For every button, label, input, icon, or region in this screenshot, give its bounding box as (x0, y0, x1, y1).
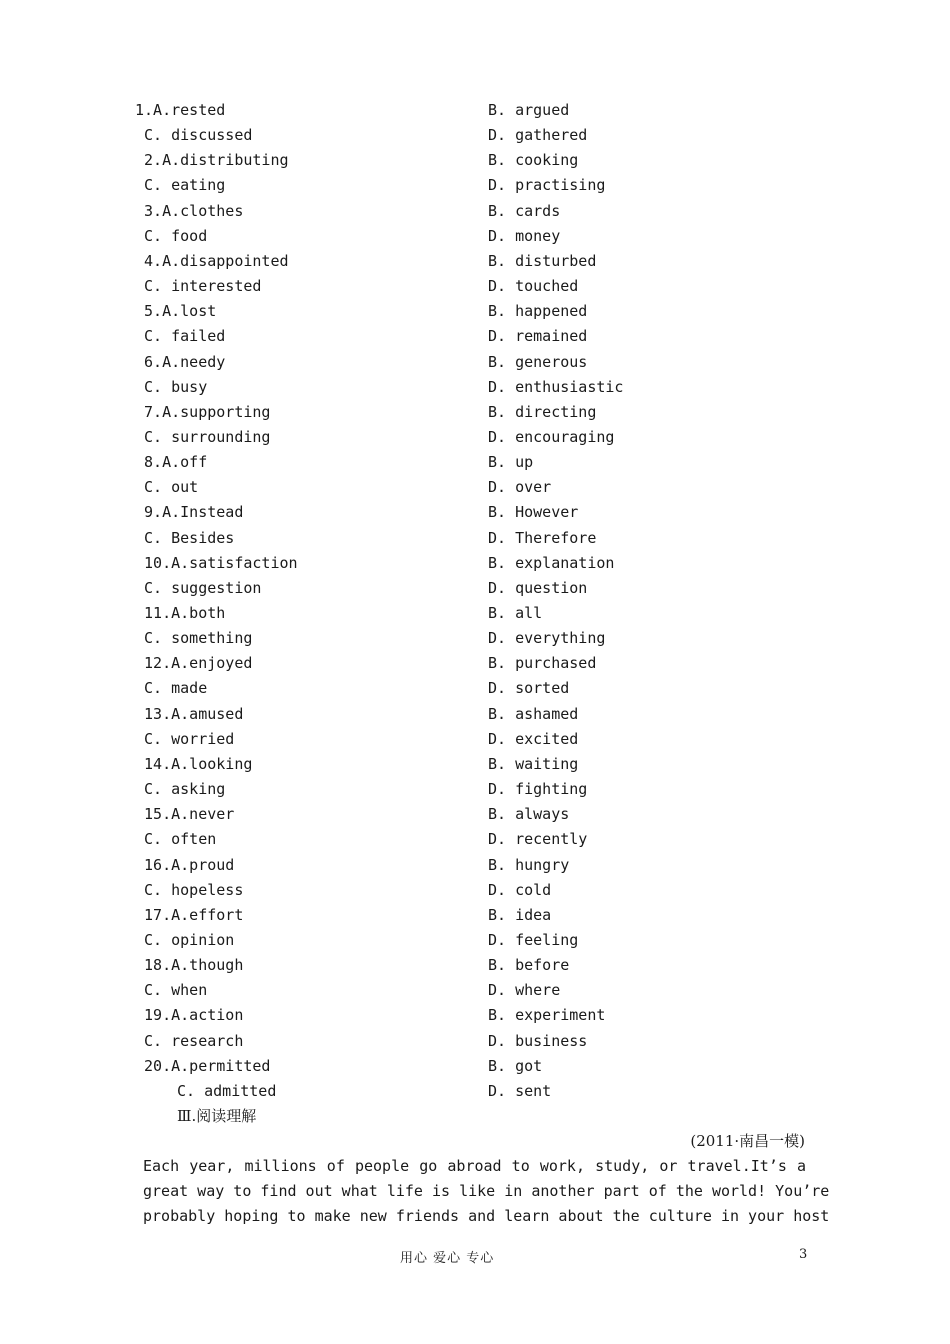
option-c: C. opinion (135, 930, 235, 949)
option-a: 8.A.off (135, 453, 208, 472)
passage-line: Each year, millions of people go abroad to work, study, or travel.It’s a (143, 1157, 806, 1175)
option-a: 14.A.looking (135, 754, 253, 773)
option-d: D. excited (488, 729, 579, 748)
option-d: D. Therefore (488, 528, 597, 547)
option-c: C. food (135, 226, 208, 245)
section-heading: Ⅲ.阅读理解 (177, 1107, 257, 1125)
option-d: D. everything (488, 629, 606, 648)
option-b: B. up (488, 453, 534, 472)
option-c: C. busy (135, 377, 208, 396)
option-a: 4.A.disappointed (135, 251, 289, 270)
option-b: B. experiment (488, 1006, 606, 1025)
option-c: C. made (135, 679, 208, 698)
option-c: C. hopeless (135, 880, 244, 899)
option-a: 2.A.distributing (135, 151, 289, 170)
option-d: D. business (488, 1031, 588, 1050)
option-c: C. admitted (168, 1081, 277, 1100)
option-a: 11.A.both (135, 604, 226, 622)
option-d: D. cold (488, 880, 552, 899)
option-c: C. failed (135, 327, 226, 346)
option-a: 12.A.enjoyed (135, 654, 253, 673)
option-b: B. happened (488, 302, 588, 321)
option-d: D. question (488, 578, 588, 597)
option-c: C. out (135, 478, 199, 497)
passage-line: probably hoping to make new friends and learn about the culture in your host (143, 1207, 830, 1226)
option-d: D. where (488, 981, 561, 1000)
option-c: C. suggestion (135, 578, 262, 597)
option-a: 20.A.permitted (135, 1056, 271, 1075)
option-d: D. sent (488, 1081, 552, 1100)
option-c: C. research (135, 1031, 244, 1050)
option-b: B. hungry (488, 855, 570, 874)
option-d: D. over (488, 478, 552, 497)
option-b: B. explanation (488, 553, 615, 572)
option-d: D. fighting (488, 780, 588, 799)
option-a: 19.A.action (135, 1006, 244, 1025)
page-number: 3 (799, 1247, 808, 1262)
option-d: D. money (488, 226, 561, 245)
option-d: D. sorted (488, 679, 570, 698)
option-a: 17.A.effort (135, 905, 244, 924)
option-d: D. enthusiastic (488, 377, 624, 396)
option-d: D. remained (488, 327, 588, 346)
option-c: C. something (135, 629, 253, 648)
option-a: 7.A.supporting (135, 402, 271, 421)
passage-line: great way to find out what life is like in another part of the world! You’re (143, 1182, 830, 1201)
option-b: B. purchased (488, 654, 597, 673)
option-c: C. when (135, 981, 208, 1000)
option-d: D. recently (488, 830, 588, 849)
option-c: C. interested (135, 277, 262, 296)
option-a: 15.A.never (135, 805, 235, 824)
option-a: 1.A.rested (135, 101, 226, 119)
option-a: 13.A.amused (135, 704, 244, 723)
option-d: D. feeling (488, 930, 579, 949)
option-c: C. worried (135, 729, 235, 748)
option-a: 16.A.proud (135, 855, 235, 874)
option-a: 3.A.clothes (135, 201, 244, 220)
option-c: C. often (135, 830, 217, 849)
option-a: 9.A.Instead (135, 503, 244, 522)
option-b: B. cards (488, 201, 561, 220)
source-citation: (2011·南昌一模) (690, 1132, 805, 1150)
option-b: B. waiting (488, 754, 579, 773)
reading-passage (143, 1154, 830, 1230)
option-b: B. argued (488, 101, 570, 119)
option-b: B. disturbed (488, 251, 597, 270)
option-c: C. surrounding (135, 427, 271, 446)
option-a: 18.A.though (135, 956, 244, 975)
option-d: D. gathered (488, 126, 588, 145)
option-b: B. ashamed (488, 704, 579, 723)
option-a: 10.A.satisfaction (135, 553, 298, 572)
option-b: B. always (488, 805, 570, 824)
option-c: C. asking (135, 780, 226, 799)
option-b: B. However (488, 503, 579, 522)
option-b: B. all (488, 604, 543, 622)
option-b: B. generous (488, 352, 588, 371)
option-d: D. practising (488, 176, 606, 195)
option-b: B. directing (488, 402, 597, 421)
option-b: B. before (488, 956, 570, 975)
option-d: D. touched (488, 277, 579, 296)
option-c: C. discussed (135, 126, 253, 145)
option-c: C. eating (135, 176, 226, 195)
option-b: B. cooking (488, 151, 579, 170)
option-a: 6.A.needy (135, 352, 226, 371)
option-d: D. encouraging (488, 427, 615, 446)
option-c: C. Besides (135, 528, 235, 547)
option-b: B. idea (488, 905, 552, 924)
footer-motto: 用心 爱心 专心 (400, 1251, 495, 1266)
option-b: B. got (488, 1056, 543, 1075)
option-a: 5.A.lost (135, 302, 217, 321)
